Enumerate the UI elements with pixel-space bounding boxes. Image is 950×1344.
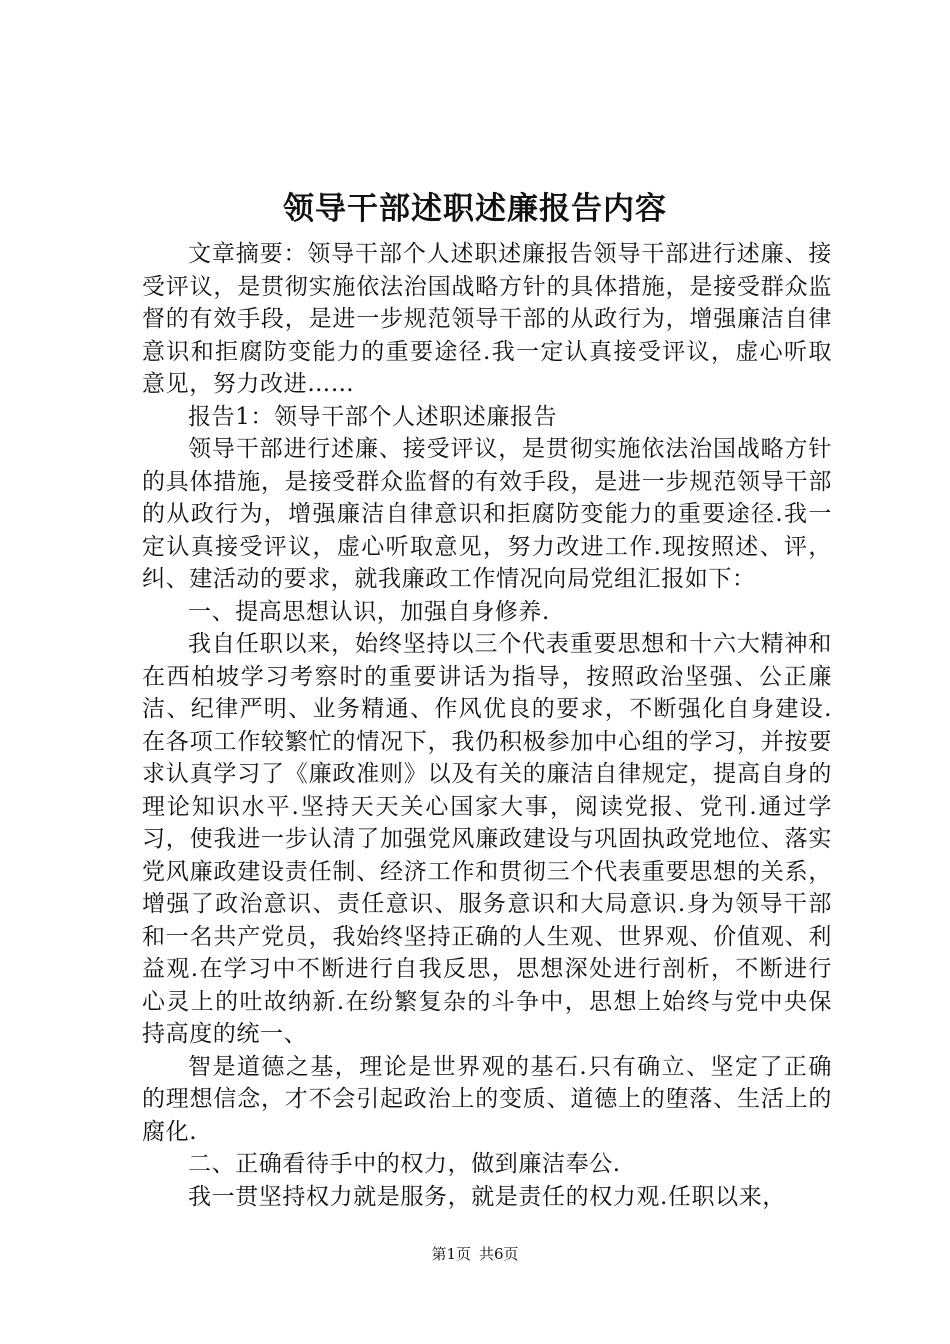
document-title: 领导干部述职述廉报告内容 bbox=[283, 191, 667, 227]
section-heading-1: 一、提高思想认识，加强自身修养. bbox=[188, 598, 550, 625]
abstract-paragraph: 文章摘要：领导干部个人述职述廉报告领导干部进行述廉、接受评议，是贯彻实施依法治国战略方针的具体措施，是接受群众监督的有效手段，是进一步规范领导干部的从政行为，增强廉洁自律意识和拒腐防变能力的重要途径.我一定认真接受评议，虚心听取意见，努力改进…… bbox=[142, 241, 832, 397]
report-heading: 报告1：领导干部个人述职述廉报告 bbox=[188, 403, 558, 430]
body-paragraph: 领导干部进行述廉、接受评议，是贯彻实施依法治国战略方针的具体措施，是接受群众监督的有效手段，是进一步规范领导干部的从政行为，增强廉洁自律意识和拒腐防变能力的重要途径.我一定认真接受评议，虚心听取意见，努力改进工作.现按照述、评，纠、建活动的要求，就我廉政工作情况向局党组汇报如下： bbox=[142, 436, 832, 592]
page-number: 第1页 bbox=[431, 1245, 471, 1263]
page-footer bbox=[0, 1244, 950, 1264]
body-paragraph: 我一贯坚持权力就是服务，就是责任的权力观.任职以来， bbox=[188, 1183, 786, 1210]
body-paragraph: 智是道德之基，理论是世界观的基石.只有确立、坚定了正确的理想信念，才不会引起政治上的变质、道德上的堕落、生活上的腐化. bbox=[142, 1053, 832, 1145]
body-paragraph: 我自任职以来，始终坚持以三个代表重要思想和十六大精神和在西柏坡学习考察时的重要讲话为指导，按照政治坚强、公正廉洁、纪律严明、业务精通、作风优良的要求，不断强化自身建设.在各项工作较繁忙的情况下，我仍积极参加中心组的学习，并按要求认真学习了《廉政准则》以及有关的廉洁自律规定，提高自身的理论知识水平.坚持天天关心国家大事，阅读党报、党刊.通过学习，使我进一步认清了加强党风廉政建设与巩固执政党地位、落实党风廉政建设责任制、经济工作和贯彻三个代表重要思想的关系，增强了政治意识、责任意识、服务意识和大局意识.身为领导干部和一名共产党员，我始终坚持正确的人生观、世界观、价值观、利益观.在学习中不断进行自我反思，思想深处进行剖析，不断进行心灵上的吐故纳新.在纷繁复杂的斗争中，思想上始终与党中央保持高度的统一、 bbox=[142, 631, 832, 1047]
page-total: 共6页 bbox=[479, 1245, 519, 1263]
document-body bbox=[142, 238, 832, 1213]
section-heading-2: 二、正确看待手中的权力，做到廉洁奉公. bbox=[188, 1151, 621, 1177]
